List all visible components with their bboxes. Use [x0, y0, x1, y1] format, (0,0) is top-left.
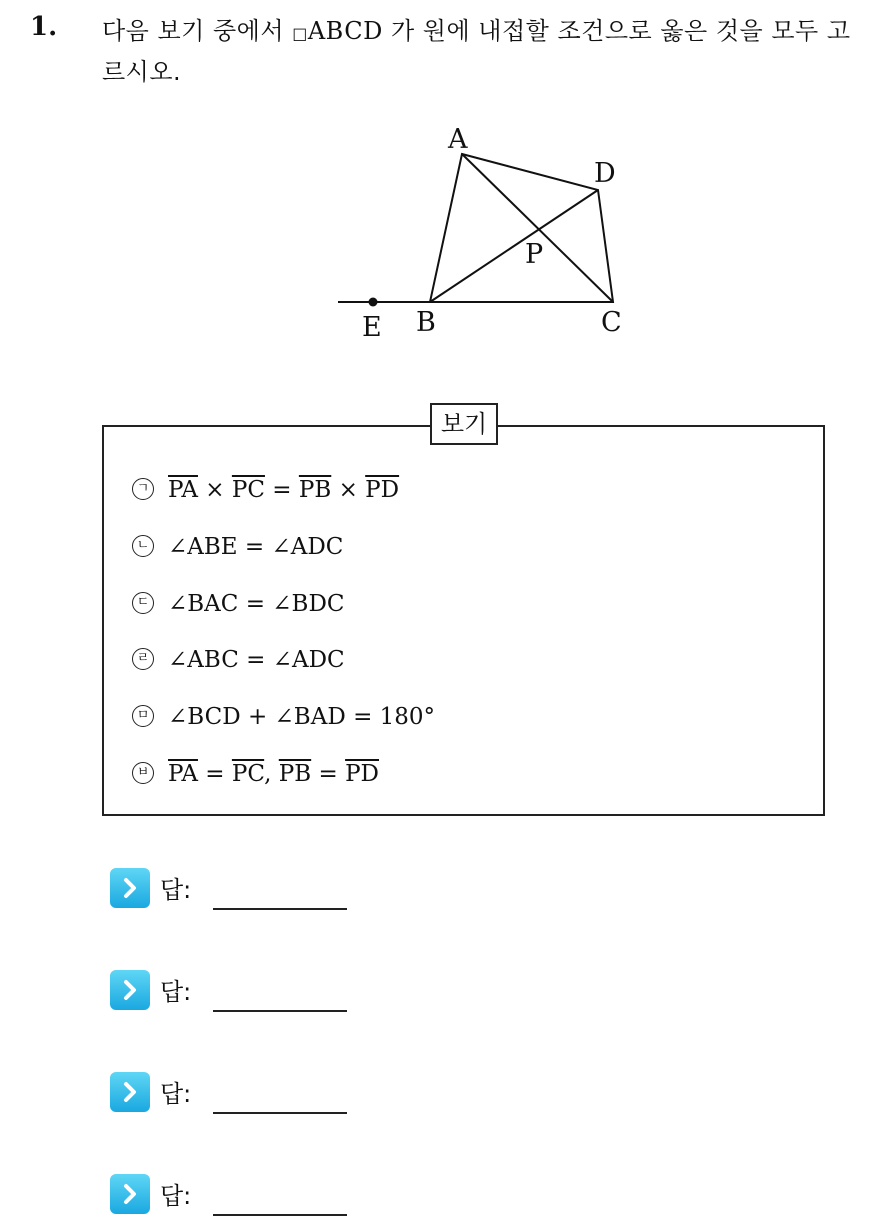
option-text: ∠BCD + ∠BAD = 180°: [168, 704, 436, 730]
option-text: ∠ABE = ∠ADC: [168, 534, 344, 560]
bogi-title: 보기: [430, 403, 498, 445]
chevron-right-icon: [110, 1174, 150, 1214]
label-c: C: [601, 307, 622, 338]
question-text-post: 가 원에 내접할 조건으로 옳은 것을 모두 고르시오.: [102, 17, 851, 86]
answer-label: 답:: [160, 1182, 192, 1210]
quadrilateral-abcd: [430, 154, 613, 302]
label-a: A: [448, 124, 468, 155]
question-text-pre: 다음 보기 중에서: [102, 17, 293, 45]
chevron-right-icon: [110, 1072, 150, 1112]
option-mark: ㄴ: [132, 535, 154, 557]
chevron-right-icon: [110, 868, 150, 908]
option-text: $\overline{PA} \times \overline{PC} = \overline{PB} \times \overline{PD}$: [168, 477, 400, 503]
answer-label: 답:: [160, 1080, 192, 1108]
square-symbol: □: [292, 24, 308, 43]
option-6: [132, 759, 379, 789]
question-text: [102, 12, 872, 91]
option-4: [132, 645, 345, 675]
answer-blank[interactable]: [213, 1214, 347, 1216]
label-d: D: [594, 158, 616, 189]
label-b: B: [416, 307, 436, 338]
label-p: P: [525, 239, 544, 270]
option-text: ∠BAC = ∠BDC: [168, 591, 345, 617]
option-mark: ㄹ: [132, 648, 154, 670]
diagonal-bd: [430, 190, 598, 302]
option-mark: ㅂ: [132, 762, 154, 784]
quadrilateral-name: ABCD: [307, 17, 383, 45]
question-number: 1.: [30, 12, 58, 42]
option-mark: ㄱ: [132, 478, 154, 500]
option-mark: ㄷ: [132, 592, 154, 614]
option-mark: ㅁ: [132, 705, 154, 727]
diagonal-ac: [462, 154, 613, 302]
answer-label: 답:: [160, 876, 192, 904]
option-text: $\overline{PA} = \overline{PC}$, $\overline{PB} = \overline{PD}$: [168, 761, 379, 787]
answer-blank[interactable]: [213, 1112, 347, 1114]
option-5: [132, 702, 435, 732]
answer-label: 답:: [160, 978, 192, 1006]
answer-blank[interactable]: [213, 1010, 347, 1012]
option-2: [132, 532, 343, 562]
label-e: E: [362, 312, 382, 343]
point-e-dot: [369, 298, 378, 307]
option-1: [132, 475, 399, 505]
quadrilateral-figure: [330, 118, 640, 346]
option-3: [132, 589, 345, 619]
answer-blank[interactable]: [213, 908, 347, 910]
chevron-right-icon: [110, 970, 150, 1010]
option-text: ∠ABC = ∠ADC: [168, 647, 345, 673]
